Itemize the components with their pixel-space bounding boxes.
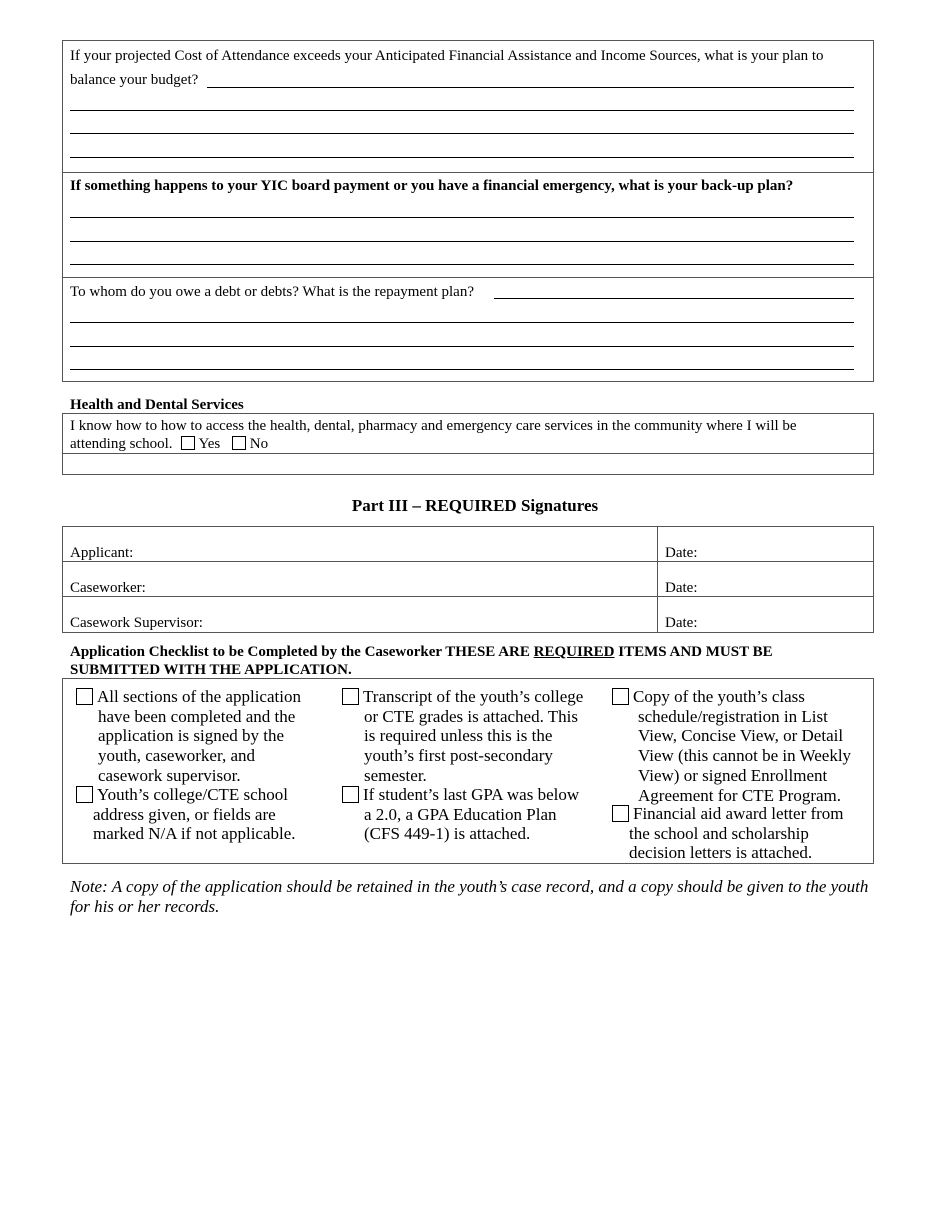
signature-row-divider <box>62 561 874 562</box>
checklist-item-text: Youth’s college/CTE school <box>97 785 288 804</box>
checklist-item-text: All sections of the application <box>97 687 301 706</box>
checklist-item-text: or CTE grades is attached. This <box>364 706 579 726</box>
checklist-item-transcript <box>342 687 602 786</box>
checklist-item-school-address <box>76 785 326 844</box>
supervisor-label: Casework Supervisor: <box>70 615 203 631</box>
checklist-item-text: marked N/A if not applicable. <box>93 824 296 844</box>
checklist-item-line <box>76 785 326 805</box>
signature-column-divider <box>657 526 658 633</box>
gpa-plan-checkbox[interactable] <box>342 786 359 803</box>
budget-question-line1: If your projected Cost of Attendance exceeds your Anticipated Financial Assistance and Income Sources, what is your plan to <box>70 48 824 64</box>
checklist-item-text: is required unless this is the <box>364 726 553 746</box>
backup-answer-line[interactable] <box>70 217 854 218</box>
checklist-item-text: a 2.0, a GPA Education Plan <box>364 804 557 824</box>
sections-complete-checkbox[interactable] <box>76 688 93 705</box>
checklist-item-text: schedule/registration in List <box>638 706 828 726</box>
health-statement-text: attending school. <box>70 436 173 452</box>
caseworker-date-label: Date: <box>665 580 698 596</box>
debt-question: To whom do you owe a debt or debts? What is the repayment plan? <box>70 284 474 300</box>
checklist-item-text: View) or signed Enrollment <box>638 765 828 785</box>
checklist-item-sections-complete <box>76 687 326 786</box>
checklist-item-text: View (this cannot be in Weekly <box>638 746 852 766</box>
backup-question: If something happens to your YIC board payment or you have a financial emergency, what is your back-up plan? <box>70 178 794 194</box>
budget-answer-line[interactable] <box>70 133 854 134</box>
debt-answer-line[interactable] <box>70 346 854 347</box>
supervisor-date-label: Date: <box>665 615 698 631</box>
checklist-heading-required: REQUIRED <box>533 644 615 660</box>
budget-answer-line[interactable] <box>207 87 854 88</box>
checklist-item-text: the school and scholarship <box>629 823 809 843</box>
note-line2: for his or her records. <box>70 897 220 916</box>
checklist-item-text: semester. <box>364 765 427 785</box>
caseworker-label: Caseworker: <box>70 580 146 596</box>
budget-question-line2: balance your budget? <box>70 72 199 88</box>
signatures-title: Part III – REQUIRED Signatures <box>351 496 599 515</box>
checklist-item-line <box>612 687 870 707</box>
checklist-item-line <box>76 687 326 707</box>
health-heading: Health and Dental Services <box>70 397 244 413</box>
debt-answer-line[interactable] <box>494 298 854 299</box>
budget-answer-line[interactable] <box>70 110 854 111</box>
checklist-heading-part2: ITEMS AND MUST BE <box>614 644 773 660</box>
checklist-item-line <box>612 804 870 824</box>
note-line1: Note: A copy of the application should be retained in the youth’s case record, and a copy should be given to the youth <box>70 877 869 896</box>
checklist-item-text: Copy of the youth’s class <box>633 687 805 706</box>
section-divider <box>62 172 874 173</box>
checklist-item-text: If student’s last GPA was below <box>363 785 580 804</box>
checklist-item-text: View, Concise View, or Detail <box>638 726 844 746</box>
checklist-item-text: Transcript of the youth’s college <box>363 687 584 706</box>
checklist-item-financial-aid <box>612 804 870 863</box>
checklist-item-line <box>342 687 602 707</box>
checklist-item-text: Agreement for CTE Program. <box>638 785 841 805</box>
checklist-heading-line1 <box>70 643 773 662</box>
checklist-item-gpa-plan <box>342 785 602 844</box>
debt-answer-line[interactable] <box>70 369 854 370</box>
health-statement-line2 <box>70 435 268 454</box>
no-label: No <box>249 436 269 452</box>
applicant-label: Applicant: <box>70 545 134 561</box>
no-checkbox[interactable] <box>232 436 246 450</box>
class-schedule-checkbox[interactable] <box>612 688 629 705</box>
backup-answer-line[interactable] <box>70 241 854 242</box>
health-statement-line1: I know how to how to access the health, dental, pharmacy and emergency care services in the community where I will be <box>70 418 797 434</box>
checklist-item-text: decision letters is attached. <box>629 843 813 863</box>
checklist-heading-part1: Application Checklist to be Completed by the Caseworker THESE ARE <box>70 644 534 660</box>
checklist-item-text: have been completed and the <box>98 706 296 726</box>
section-divider <box>62 277 874 278</box>
questions-box <box>62 40 874 382</box>
financial-aid-checkbox[interactable] <box>612 805 629 822</box>
checklist-item-text: youth, caseworker, and <box>98 746 255 766</box>
checklist-item-text: application is signed by the <box>98 726 285 746</box>
checklist-item-class-schedule <box>612 687 870 805</box>
budget-answer-line[interactable] <box>70 157 854 158</box>
signature-row-divider <box>62 596 874 597</box>
school-address-checkbox[interactable] <box>76 786 93 803</box>
yes-label: Yes <box>198 436 221 452</box>
applicant-date-label: Date: <box>665 545 698 561</box>
transcript-checkbox[interactable] <box>342 688 359 705</box>
checklist-item-text: youth’s first post-secondary <box>364 746 553 766</box>
debt-answer-line[interactable] <box>70 322 854 323</box>
checklist-heading-line2: SUBMITTED WITH THE APPLICATION. <box>70 662 352 678</box>
checklist-item-text: address given, or fields are <box>93 804 276 824</box>
backup-answer-line[interactable] <box>70 264 854 265</box>
checklist-item-text: (CFS 449-1) is attached. <box>364 824 531 844</box>
yes-checkbox[interactable] <box>181 436 195 450</box>
checklist-item-text: Financial aid award letter from <box>633 804 844 823</box>
checklist-item-text: casework supervisor. <box>98 765 241 785</box>
checklist-item-line <box>342 785 602 805</box>
